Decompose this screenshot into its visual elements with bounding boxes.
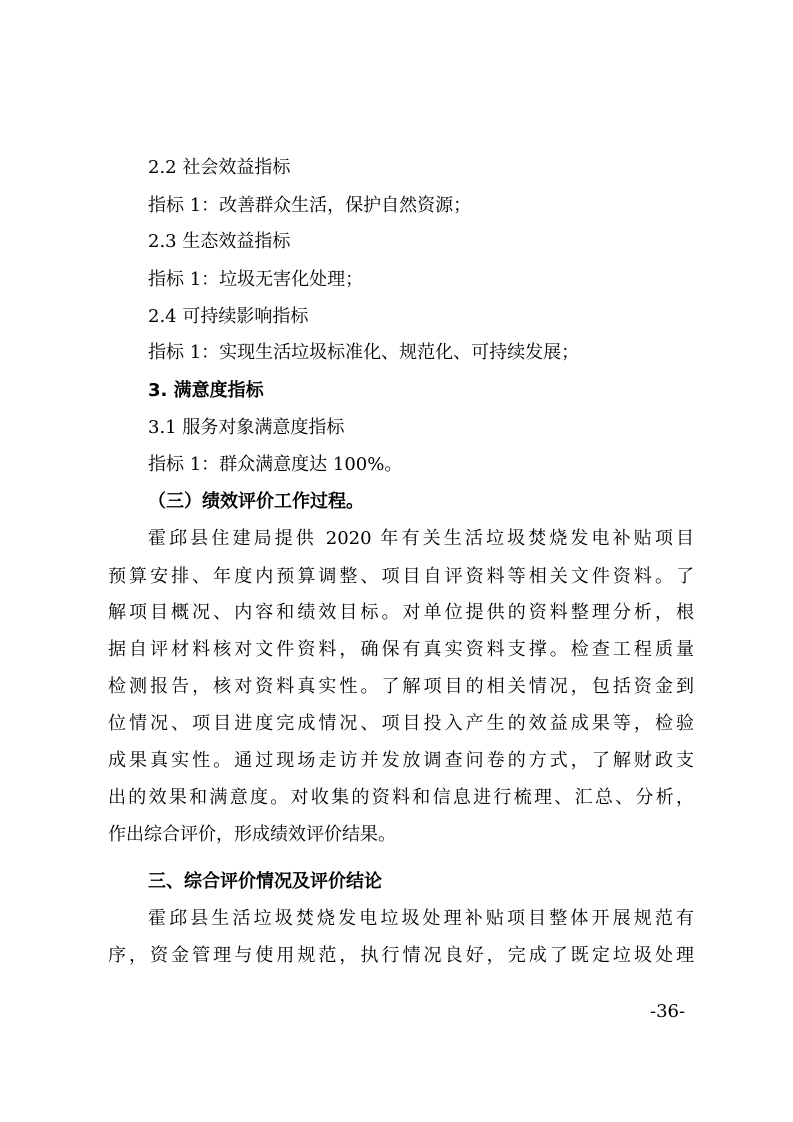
section-heading-comprehensive-evaluation: 三、综合评价情况及评价结论 — [148, 871, 382, 892]
subheading-social-benefit: 2.2 社会效益指标 — [148, 157, 291, 178]
subheading-ecological-benefit: 2.3 生态效益指标 — [148, 231, 291, 252]
paragraph-line: 霍邱县生活垃圾焚烧发电垃圾处理补贴项目整体开展规范有 — [148, 908, 694, 929]
paragraph-line: 霍邱县住建局提供 2020 年有关生活垃圾焚烧发电补贴项目 — [148, 528, 694, 549]
paragraph-line: 序，资金管理与使用规范，执行情况良好，完成了既定垃圾处理 — [108, 945, 694, 966]
indicator-social-benefit: 指标 1：改善群众生活，保护自然资源； — [148, 195, 472, 216]
heading-evaluation-process: （三）绩效评价工作过程。 — [148, 491, 364, 512]
paragraph-line: 位情况、项目进度完成情况、项目投入产生的效益成果等，检验 — [108, 713, 694, 734]
paragraph-line: 预算安排、年度内预算调整、项目自评资料等相关文件资料。了 — [108, 566, 694, 587]
paragraph-line: 作出综合评价，形成绩效评价结果。 — [108, 824, 396, 845]
paragraph-line: 检测报告，核对资料真实性。了解项目的相关情况，包括资金到 — [108, 676, 694, 697]
subheading-sustainable-impact: 2.4 可持续影响指标 — [148, 306, 309, 327]
subheading-service-satisfaction: 3.1 服务对象满意度指标 — [148, 417, 345, 438]
paragraph-line: 据自评材料核对文件资料，确保有真实资料支撑。检查工程质量 — [108, 639, 694, 660]
indicator-service-satisfaction: 指标 1：群众满意度达 100%。 — [148, 454, 403, 475]
indicator-sustainable-impact: 指标 1：实现生活垃圾标准化、规范化、可持续发展； — [148, 342, 580, 363]
paragraph-line: 出的效果和满意度。对收集的资料和信息进行梳理、汇总、分析， — [108, 787, 694, 808]
indicator-ecological-benefit: 指标 1：垃圾无害化处理； — [148, 269, 364, 290]
heading-satisfaction-indicator: 3. 满意度指标 — [148, 380, 264, 401]
page-number: -36- — [650, 1001, 686, 1022]
paragraph-line: 成果真实性。通过现场走访并发放调查问卷的方式，了解财政支 — [108, 750, 694, 771]
paragraph-line: 解项目概况、内容和绩效目标。对单位提供的资料整理分析，根 — [108, 602, 694, 623]
